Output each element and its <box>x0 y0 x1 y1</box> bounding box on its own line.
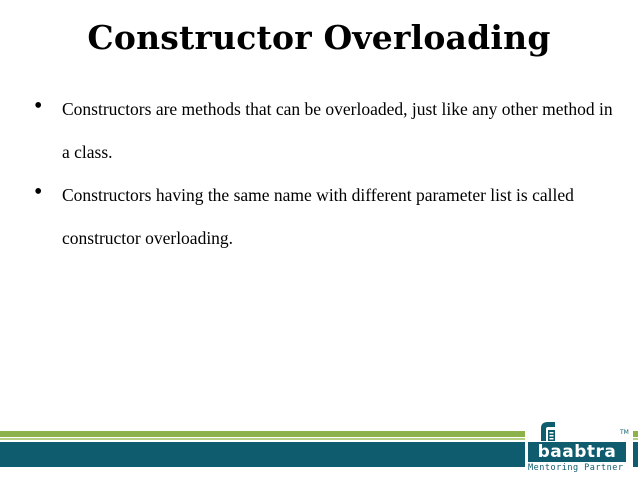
logo-tagline: Mentoring Partner <box>528 463 624 473</box>
bullet-list <box>34 88 618 260</box>
bullet-item <box>34 88 618 174</box>
bullet-text: Constructors are methods that can be overloaded, just like any other method in a class. <box>62 99 613 162</box>
logo-trademark: TM <box>620 429 629 436</box>
slide-title: Constructor Overloading <box>87 18 551 57</box>
bullet-dot-icon: • <box>34 179 43 205</box>
bullet-text: Constructors having the same name with different parameter list is called constructor overloading. <box>62 185 574 248</box>
bullet-dot-icon: • <box>34 93 43 119</box>
logo-building-icon <box>537 420 559 442</box>
bullet-item <box>34 174 618 260</box>
baabtra-logo <box>525 416 633 478</box>
logo-wordmark: baabtra <box>528 442 626 462</box>
